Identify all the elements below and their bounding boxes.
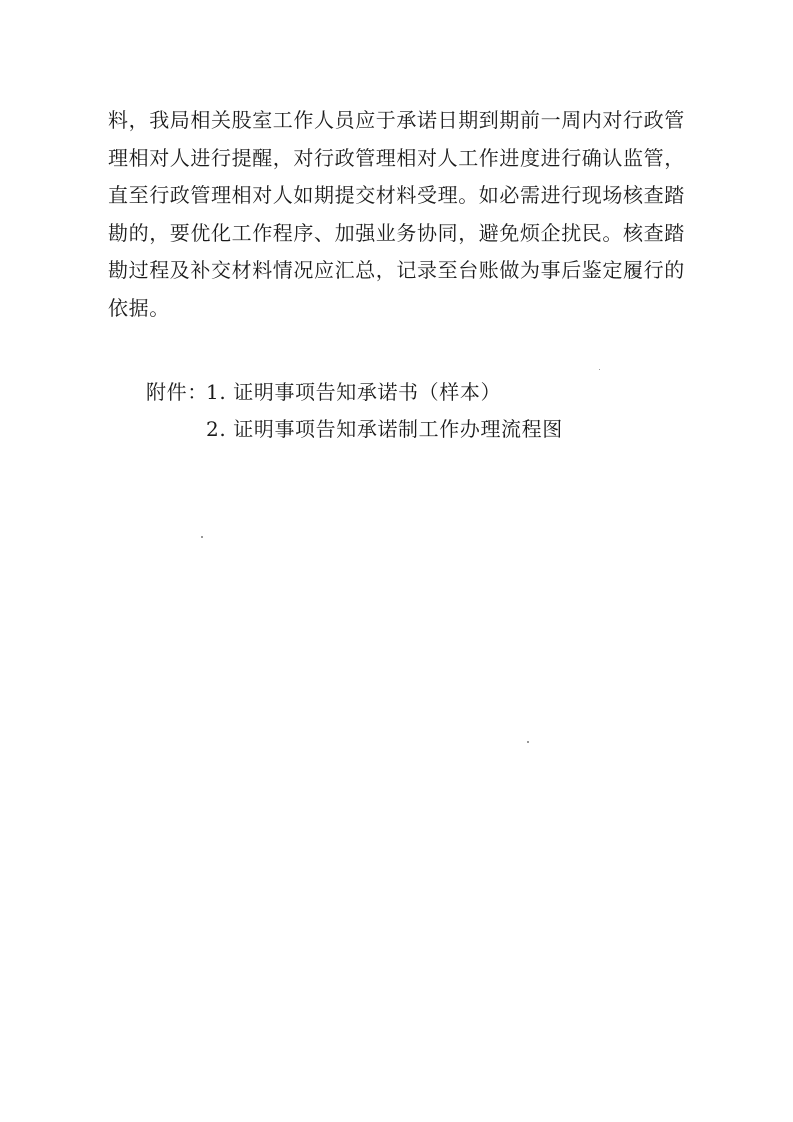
attachment-item-1 — [146, 374, 666, 411]
paragraph-line: 料，我局相关股室工作人员应于承诺日期到期前一周内对行政管 — [108, 108, 685, 132]
body-paragraph — [108, 102, 708, 327]
scan-speck — [201, 536, 203, 538]
attachment-item-2 — [146, 411, 666, 448]
paragraph-line: 勘过程及补交材料情况应汇总，记录至台账做为事后鉴定履行的 — [108, 258, 685, 282]
paragraph-line: 直至行政管理相对人如期提交材料受理。如必需进行现场核查踏 — [108, 183, 685, 207]
scan-speck — [599, 369, 600, 370]
paragraph-line: 勘的，要优化工作程序、加强业务协同，避免烦企扰民。核查踏 — [108, 220, 685, 245]
paragraph-line: 理相对人进行提醒，对行政管理相对人工作进度进行确认监管， — [108, 145, 685, 170]
attachment-item-text: 1. 证明事项告知承诺书（样本） — [206, 380, 502, 404]
attachment-item-text: 2. 证明事项告知承诺制工作办理流程图 — [206, 417, 563, 441]
paragraph-line: 依据。 — [108, 295, 170, 320]
scan-speck — [527, 741, 529, 743]
attachments-label: 附件： — [146, 380, 208, 404]
attachments-list — [146, 374, 666, 448]
